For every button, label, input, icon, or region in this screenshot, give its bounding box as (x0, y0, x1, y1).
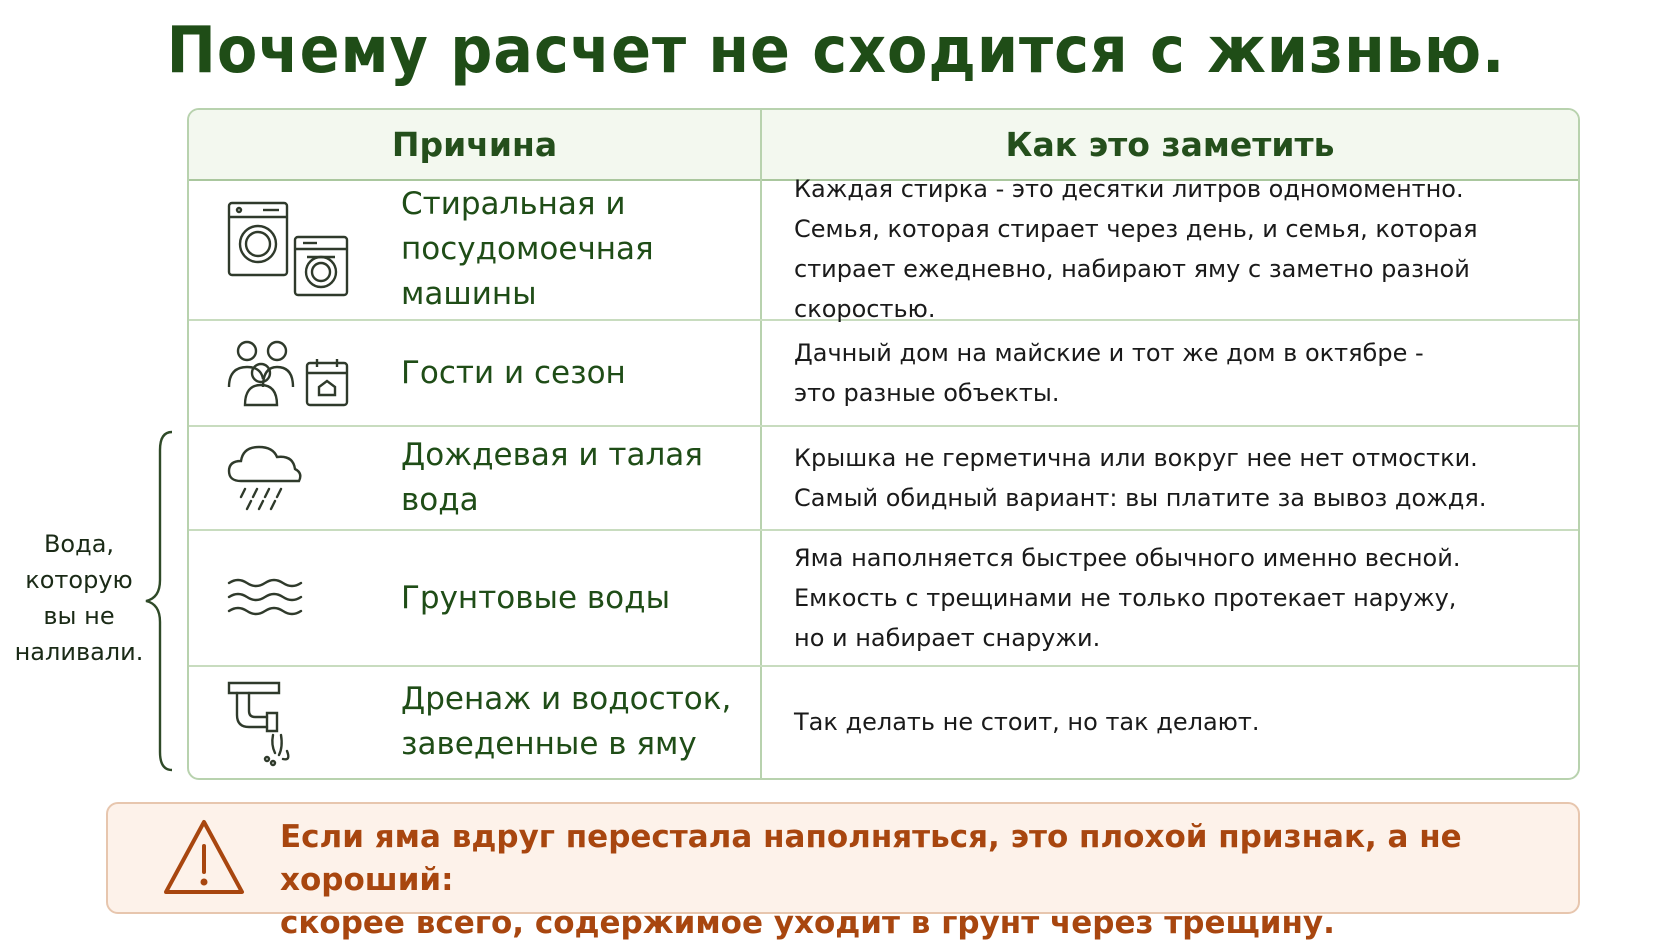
table-row (189, 321, 1578, 427)
page-title: Почему расчет не сходится с жизнью. (166, 14, 1506, 88)
header-notice: Как это заметить (1005, 125, 1335, 164)
cause-text: Грунтовые воды (401, 579, 671, 616)
notice-text: Яма наполняется быстрее обычного именно весной. Емкость с трещинами не только протекает наружу, но и набирает снаружи. (794, 544, 1461, 652)
table-row (189, 427, 1578, 531)
notice-text: Каждая стирка - это десятки литров одномоментно. Семья, которая стирает через день, и семья, которая стирает ежедневно, набирают яму с заметно разной скоростью. (794, 175, 1478, 323)
drainpipe-icon (227, 681, 311, 767)
notice-text: Так делать не стоит, но так делают. (794, 707, 1260, 736)
rain-cloud-icon (227, 443, 307, 513)
warning-triangle-icon (162, 818, 246, 896)
cause-text: Гости и сезон (401, 354, 626, 391)
table-row (189, 667, 1578, 778)
notice-text: Дачный дом на майские и тот же дом в октябре - это разные объекты. (794, 339, 1424, 407)
cause-text: Дождевая и талая вода (401, 437, 703, 518)
warning-box (106, 802, 1580, 941)
washing-machine-dishwasher-icon (227, 201, 351, 297)
header-cause: Причина (391, 125, 558, 164)
guests-calendar-icon (227, 337, 351, 409)
table-row (189, 175, 1578, 323)
cause-text: Дренаж и водосток, заведенные в яму (401, 680, 732, 762)
causes-table (187, 108, 1580, 780)
notice-text: Крышка не герметична или вокруг нее нет отмостки. Самый обидный вариант: вы платите за вывоз дождя. (794, 444, 1487, 512)
waves-icon (227, 577, 305, 617)
bracket-label: Вода, которую вы не наливали. (14, 530, 144, 666)
warning-text: Если яма вдруг перестала наполняться, это плохой признак, а не хороший: скорее всего, содержимое уходит в грунт через трещину. (280, 819, 1462, 941)
cause-text: Стиральная и посудомоечная машины (401, 185, 654, 312)
table-row (189, 531, 1578, 667)
curly-bracket (140, 430, 180, 772)
